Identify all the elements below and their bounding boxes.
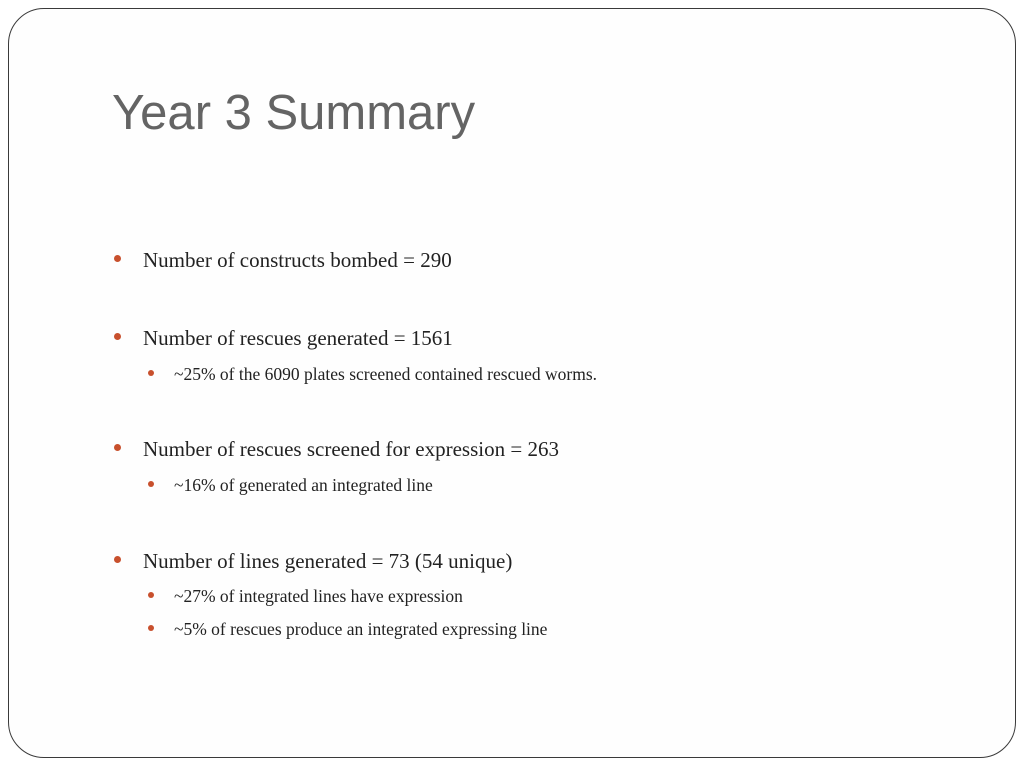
bullet-dot-icon <box>114 255 121 262</box>
bullet-text: Number of constructs bombed = 290 <box>143 248 452 272</box>
bullet-rescues-generated <box>114 326 453 351</box>
sub-bullet-text: ~27% of integrated lines have expression <box>174 586 463 606</box>
bullet-text: Number of rescues screened for expression = 263 <box>143 437 559 461</box>
bullet-dot-icon <box>114 556 121 563</box>
bullet-constructs-bombed <box>114 248 452 273</box>
sub-bullet-dot-icon <box>148 625 154 631</box>
slide-title: Year 3 Summary <box>112 86 476 140</box>
sub-bullet-dot-icon <box>148 481 154 487</box>
sub-bullet-text: ~5% of rescues produce an integrated expressing line <box>174 619 548 639</box>
sub-bullet-lines-expression <box>148 586 463 607</box>
bullet-text: Number of rescues generated = 1561 <box>143 326 453 350</box>
sub-bullet-dot-icon <box>148 370 154 376</box>
sub-bullet-rescues-expressing <box>148 619 547 640</box>
sub-bullet-text: ~25% of the 6090 plates screened contained rescued worms. <box>174 364 598 384</box>
bullet-lines-generated <box>114 549 512 574</box>
bullet-dot-icon <box>114 444 121 451</box>
sub-bullet-integrated-line <box>148 475 433 496</box>
sub-bullet-plates-screened <box>148 364 597 385</box>
sub-bullet-text: ~16% of generated an integrated line <box>174 475 433 495</box>
bullet-text: Number of lines generated = 73 (54 unique) <box>143 549 513 573</box>
bullet-rescues-screened <box>114 437 559 462</box>
sub-bullet-dot-icon <box>148 592 154 598</box>
bullet-dot-icon <box>114 333 121 340</box>
